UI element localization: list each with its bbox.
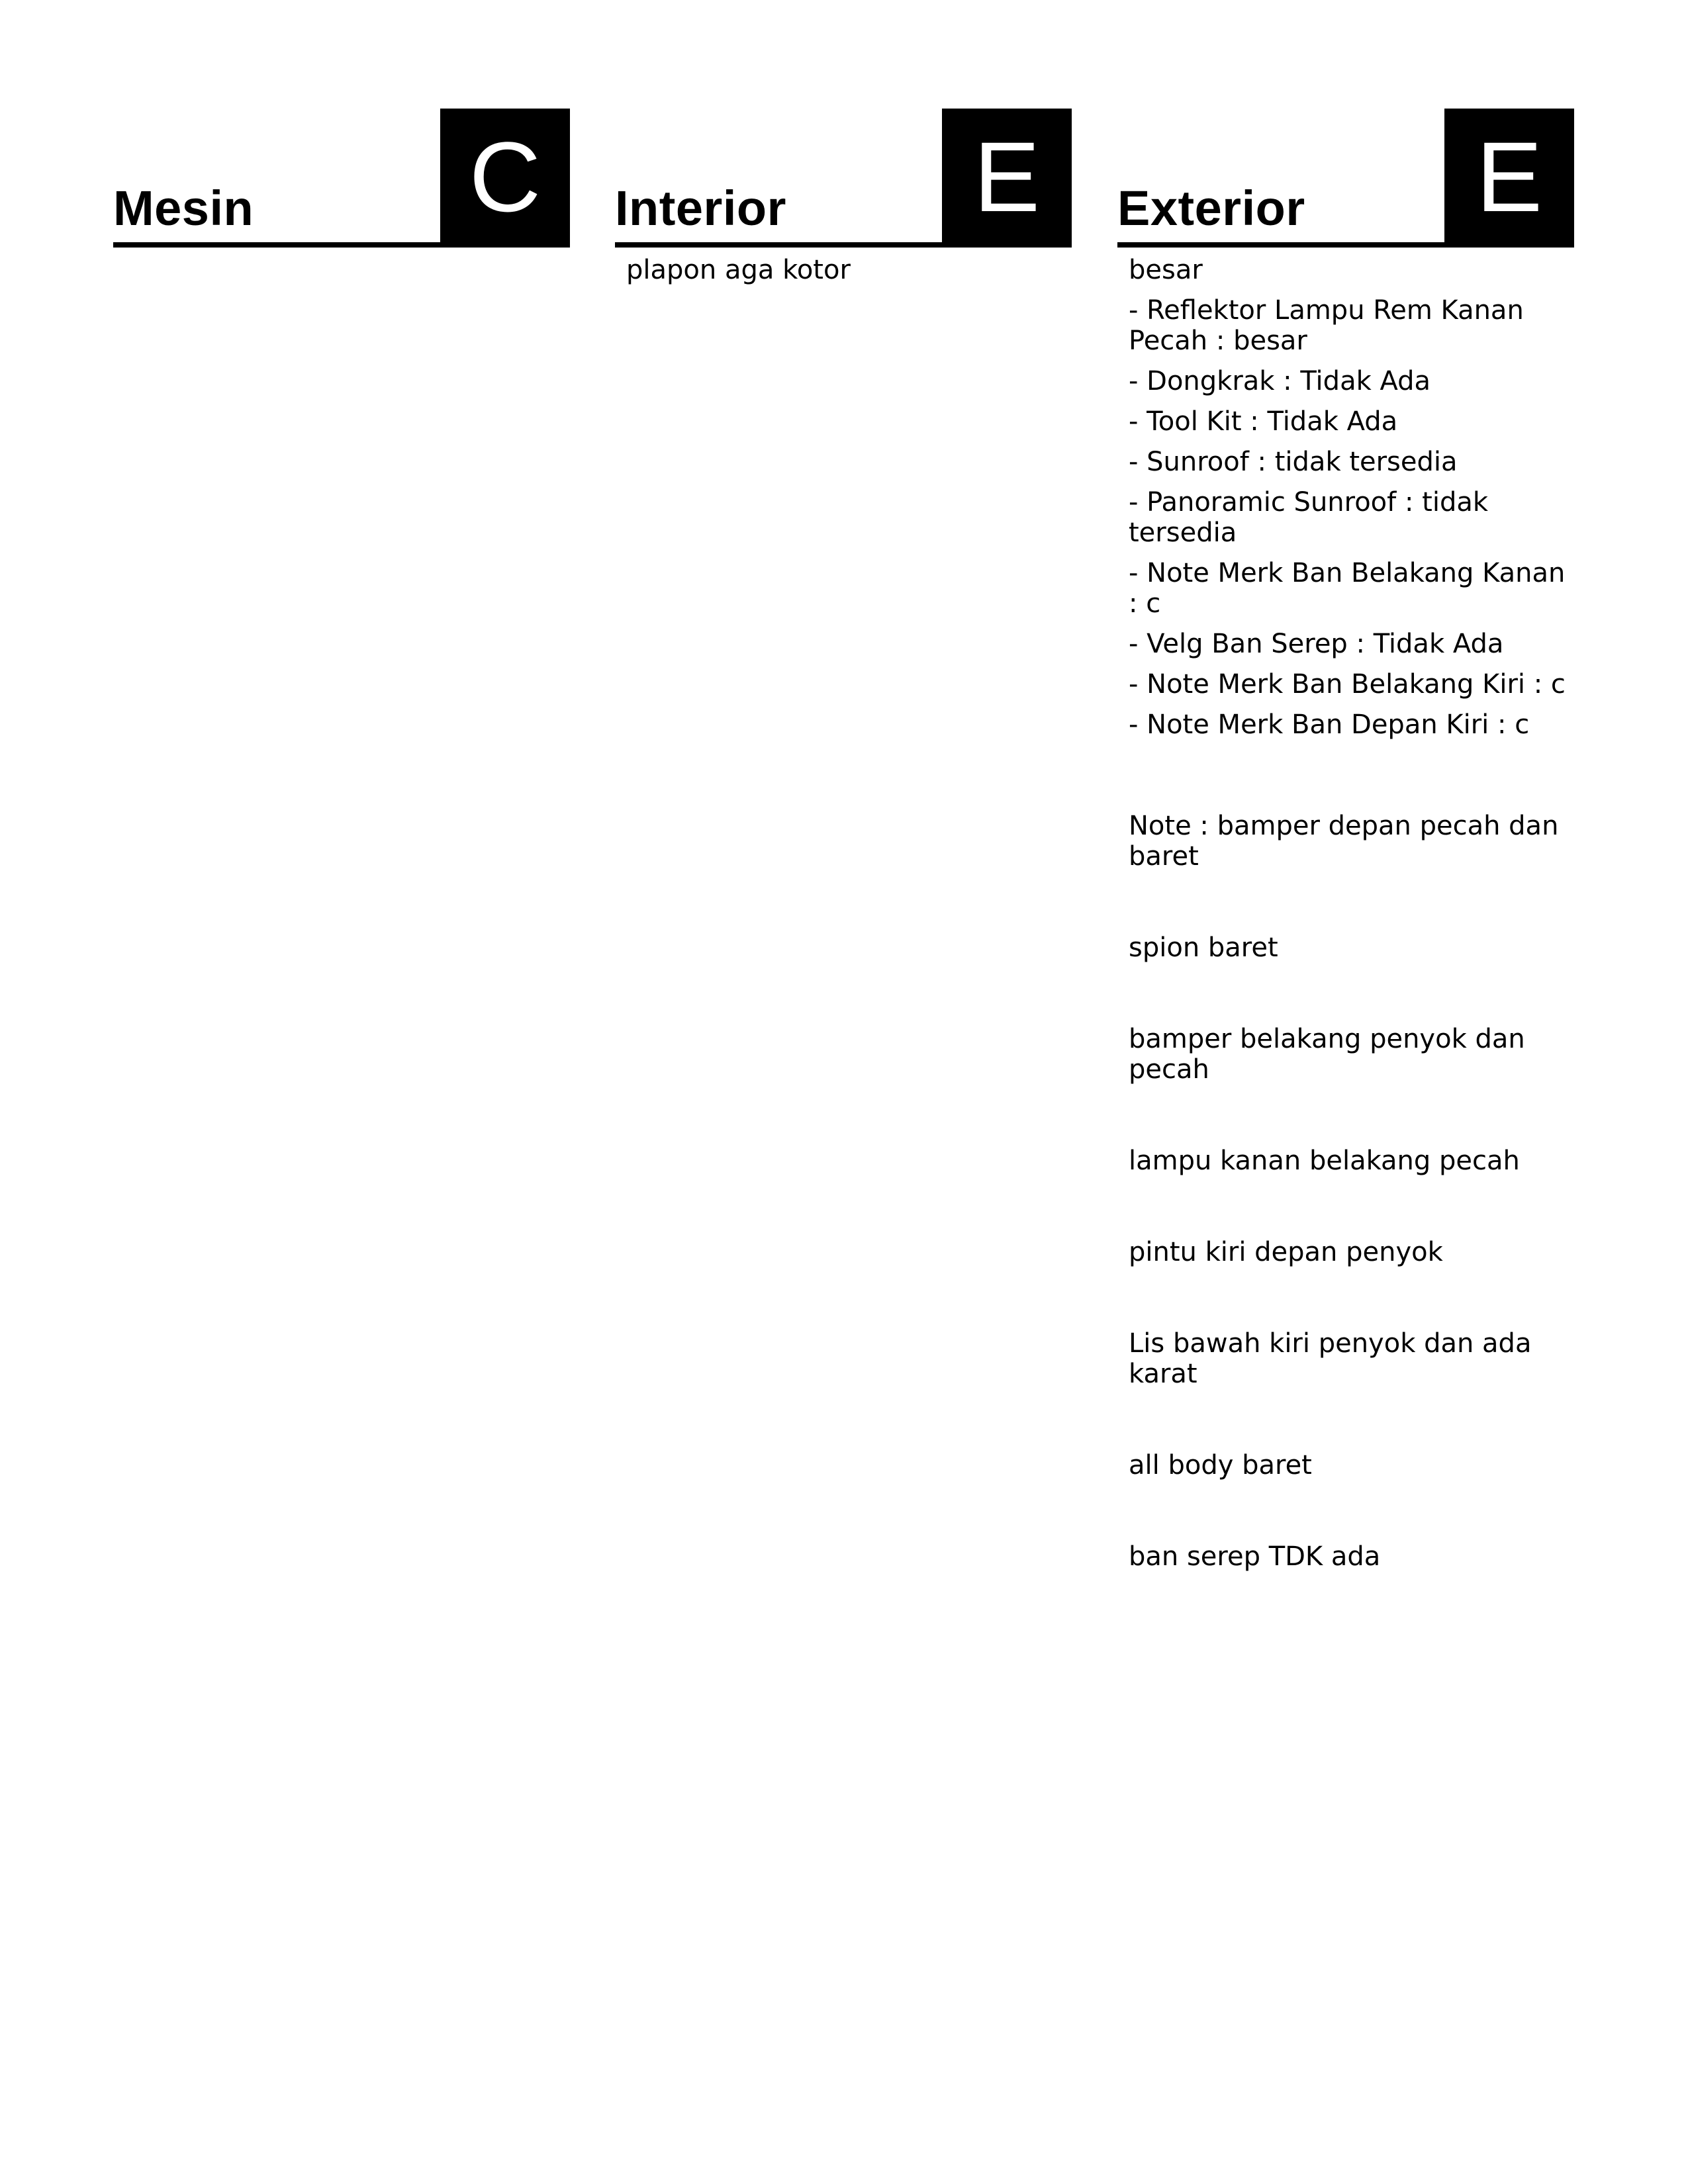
note-line: spion baret — [1129, 933, 1278, 963]
list-item: - Note Merk Ban Belakang Kiri : c — [1129, 669, 1566, 700]
list-item: besar — [1129, 255, 1203, 285]
list-item: - Tool Kit : Tidak Ada — [1129, 406, 1398, 437]
list-item: - Velg Ban Serep : Tidak Ada — [1129, 629, 1504, 659]
section-header — [615, 109, 1072, 245]
header-rule — [113, 242, 570, 248]
grade-badge: E — [1444, 109, 1574, 245]
section-title: Interior — [615, 181, 786, 236]
list-item: - Note Merk Ban Depan Kiri : c — [1129, 709, 1530, 740]
list-item: plapon aga kotor — [626, 255, 851, 285]
section-title: Mesin — [113, 181, 254, 236]
list-item: - Dongkrak : Tidak Ada — [1129, 366, 1431, 396]
note-line: pintu kiri depan penyok — [1129, 1237, 1443, 1267]
list-item: - Note Merk Ban Belakang Kanan : c — [1129, 558, 1574, 619]
section-header — [113, 109, 570, 245]
section-exterior — [1117, 109, 1574, 1643]
section-mesin — [113, 109, 570, 255]
section-title: Exterior — [1117, 181, 1305, 236]
section-header — [1117, 109, 1574, 245]
header-rule — [615, 242, 1072, 248]
inspection-note — [1129, 750, 1574, 1633]
note-line: ban serep TDK ada — [1129, 1541, 1381, 1572]
header-rule — [1117, 242, 1574, 248]
note-line: lampu kanan belakang pecah — [1129, 1146, 1520, 1176]
note-line: Lis bawah kiri penyok dan ada karat — [1129, 1328, 1540, 1389]
section-interior — [615, 109, 1072, 295]
list-item: - Reflektor Lampu Rem Kanan Pecah : besar — [1129, 295, 1532, 356]
grade-badge: C — [440, 109, 570, 245]
section-body — [1117, 245, 1574, 1633]
note-line: Note : bamper depan pecah dan baret — [1129, 811, 1568, 872]
note-line: all body baret — [1129, 1450, 1312, 1480]
list-item: - Panoramic Sunroof : tidak tersedia — [1129, 487, 1497, 548]
grade-badge: E — [942, 109, 1072, 245]
section-body — [615, 245, 1072, 285]
note-line: bamper belakang penyok dan pecah — [1129, 1024, 1534, 1085]
list-item: - Sunroof : tidak tersedia — [1129, 447, 1458, 477]
